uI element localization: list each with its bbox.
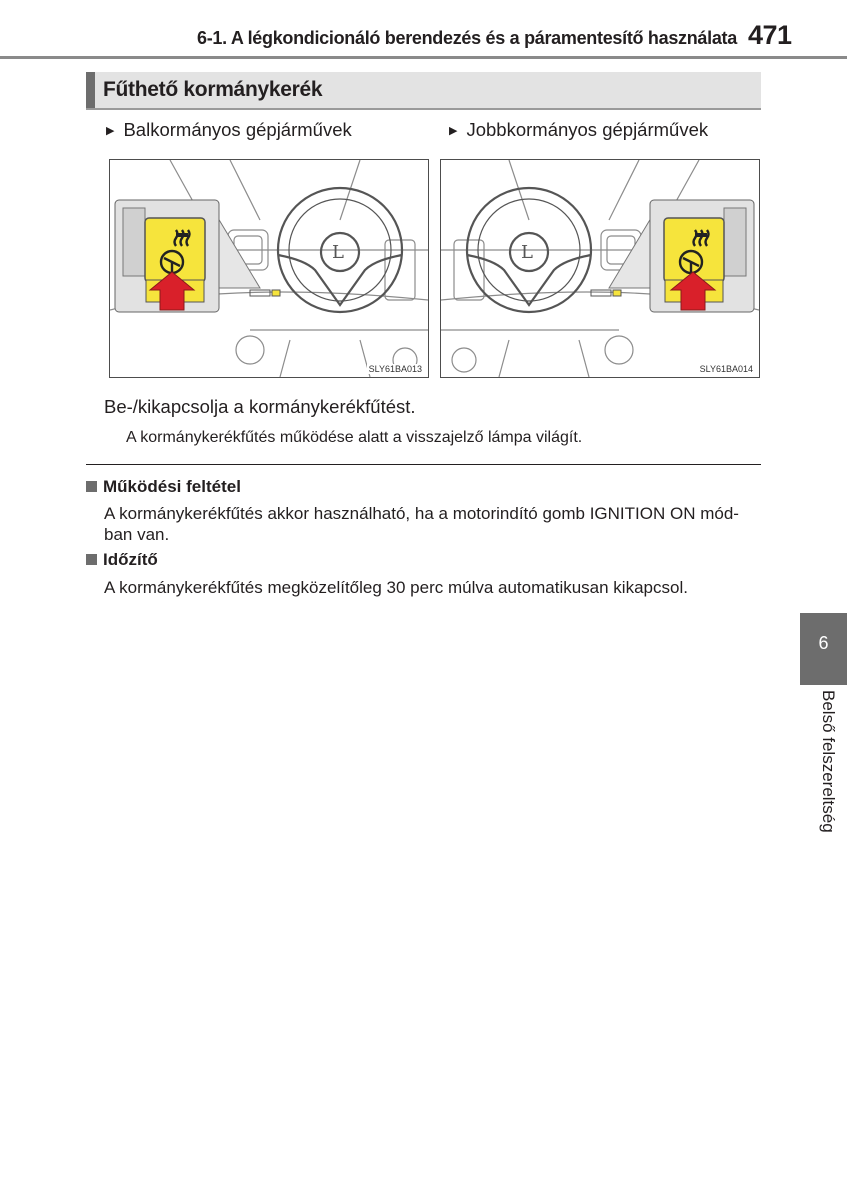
variant-label-text: Jobbkormányos gépjárművek [466,119,709,140]
variant-label-right [449,119,708,141]
note-text: A kormánykerékfűtés működése alatt a visszajelző lámpa világít. [126,429,583,446]
topic-text-timer: A kormánykerékfűtés megközelítőleg 30 perc múlva automatikusan kikapcsol. [104,578,688,597]
variant-label-left [106,119,352,141]
svg-text:L: L [332,242,344,263]
instruction-text: Be-/kikapcsolja a kormánykerékfűtést. [104,396,416,417]
figure-left-hand-drive [109,159,429,378]
dashboard-illustration [110,160,428,377]
header-title: 6-1. A légkondicionáló berendezés és a páramentesítő használata [197,28,737,48]
topic-heading-operating-condition [86,477,241,497]
topic-heading-text: Időzítő [103,550,158,569]
chapter-label: Belső felszereltség [819,690,838,833]
triangle-right-icon: ▶ [449,125,458,137]
section-title-box [86,72,761,110]
section-divider [86,464,761,465]
section-title: Fűthető kormánykerék [103,78,323,101]
topic-text-operating-condition: A kormánykerékfűtés akkor használható, ha a motorindító gomb IGNITION ON mód-ban van. [104,504,739,544]
square-bullet-icon [86,481,97,492]
topic-heading-text: Működési feltétel [103,477,241,496]
header-rule [0,56,847,59]
topic-heading-timer [86,550,158,570]
chapter-number: 6 [818,633,829,653]
figure-code: SLY61BA014 [699,364,753,374]
page-number: 471 [748,20,792,50]
svg-text:L: L [521,242,533,263]
variant-label-text: Balkormányos gépjárművek [123,119,352,140]
figure-right-hand-drive [440,159,760,378]
chapter-tab [800,613,847,685]
square-bullet-icon [86,554,97,565]
dashboard-illustration [441,160,759,377]
triangle-right-icon: ▶ [106,125,115,137]
figure-code: SLY61BA013 [368,364,422,374]
